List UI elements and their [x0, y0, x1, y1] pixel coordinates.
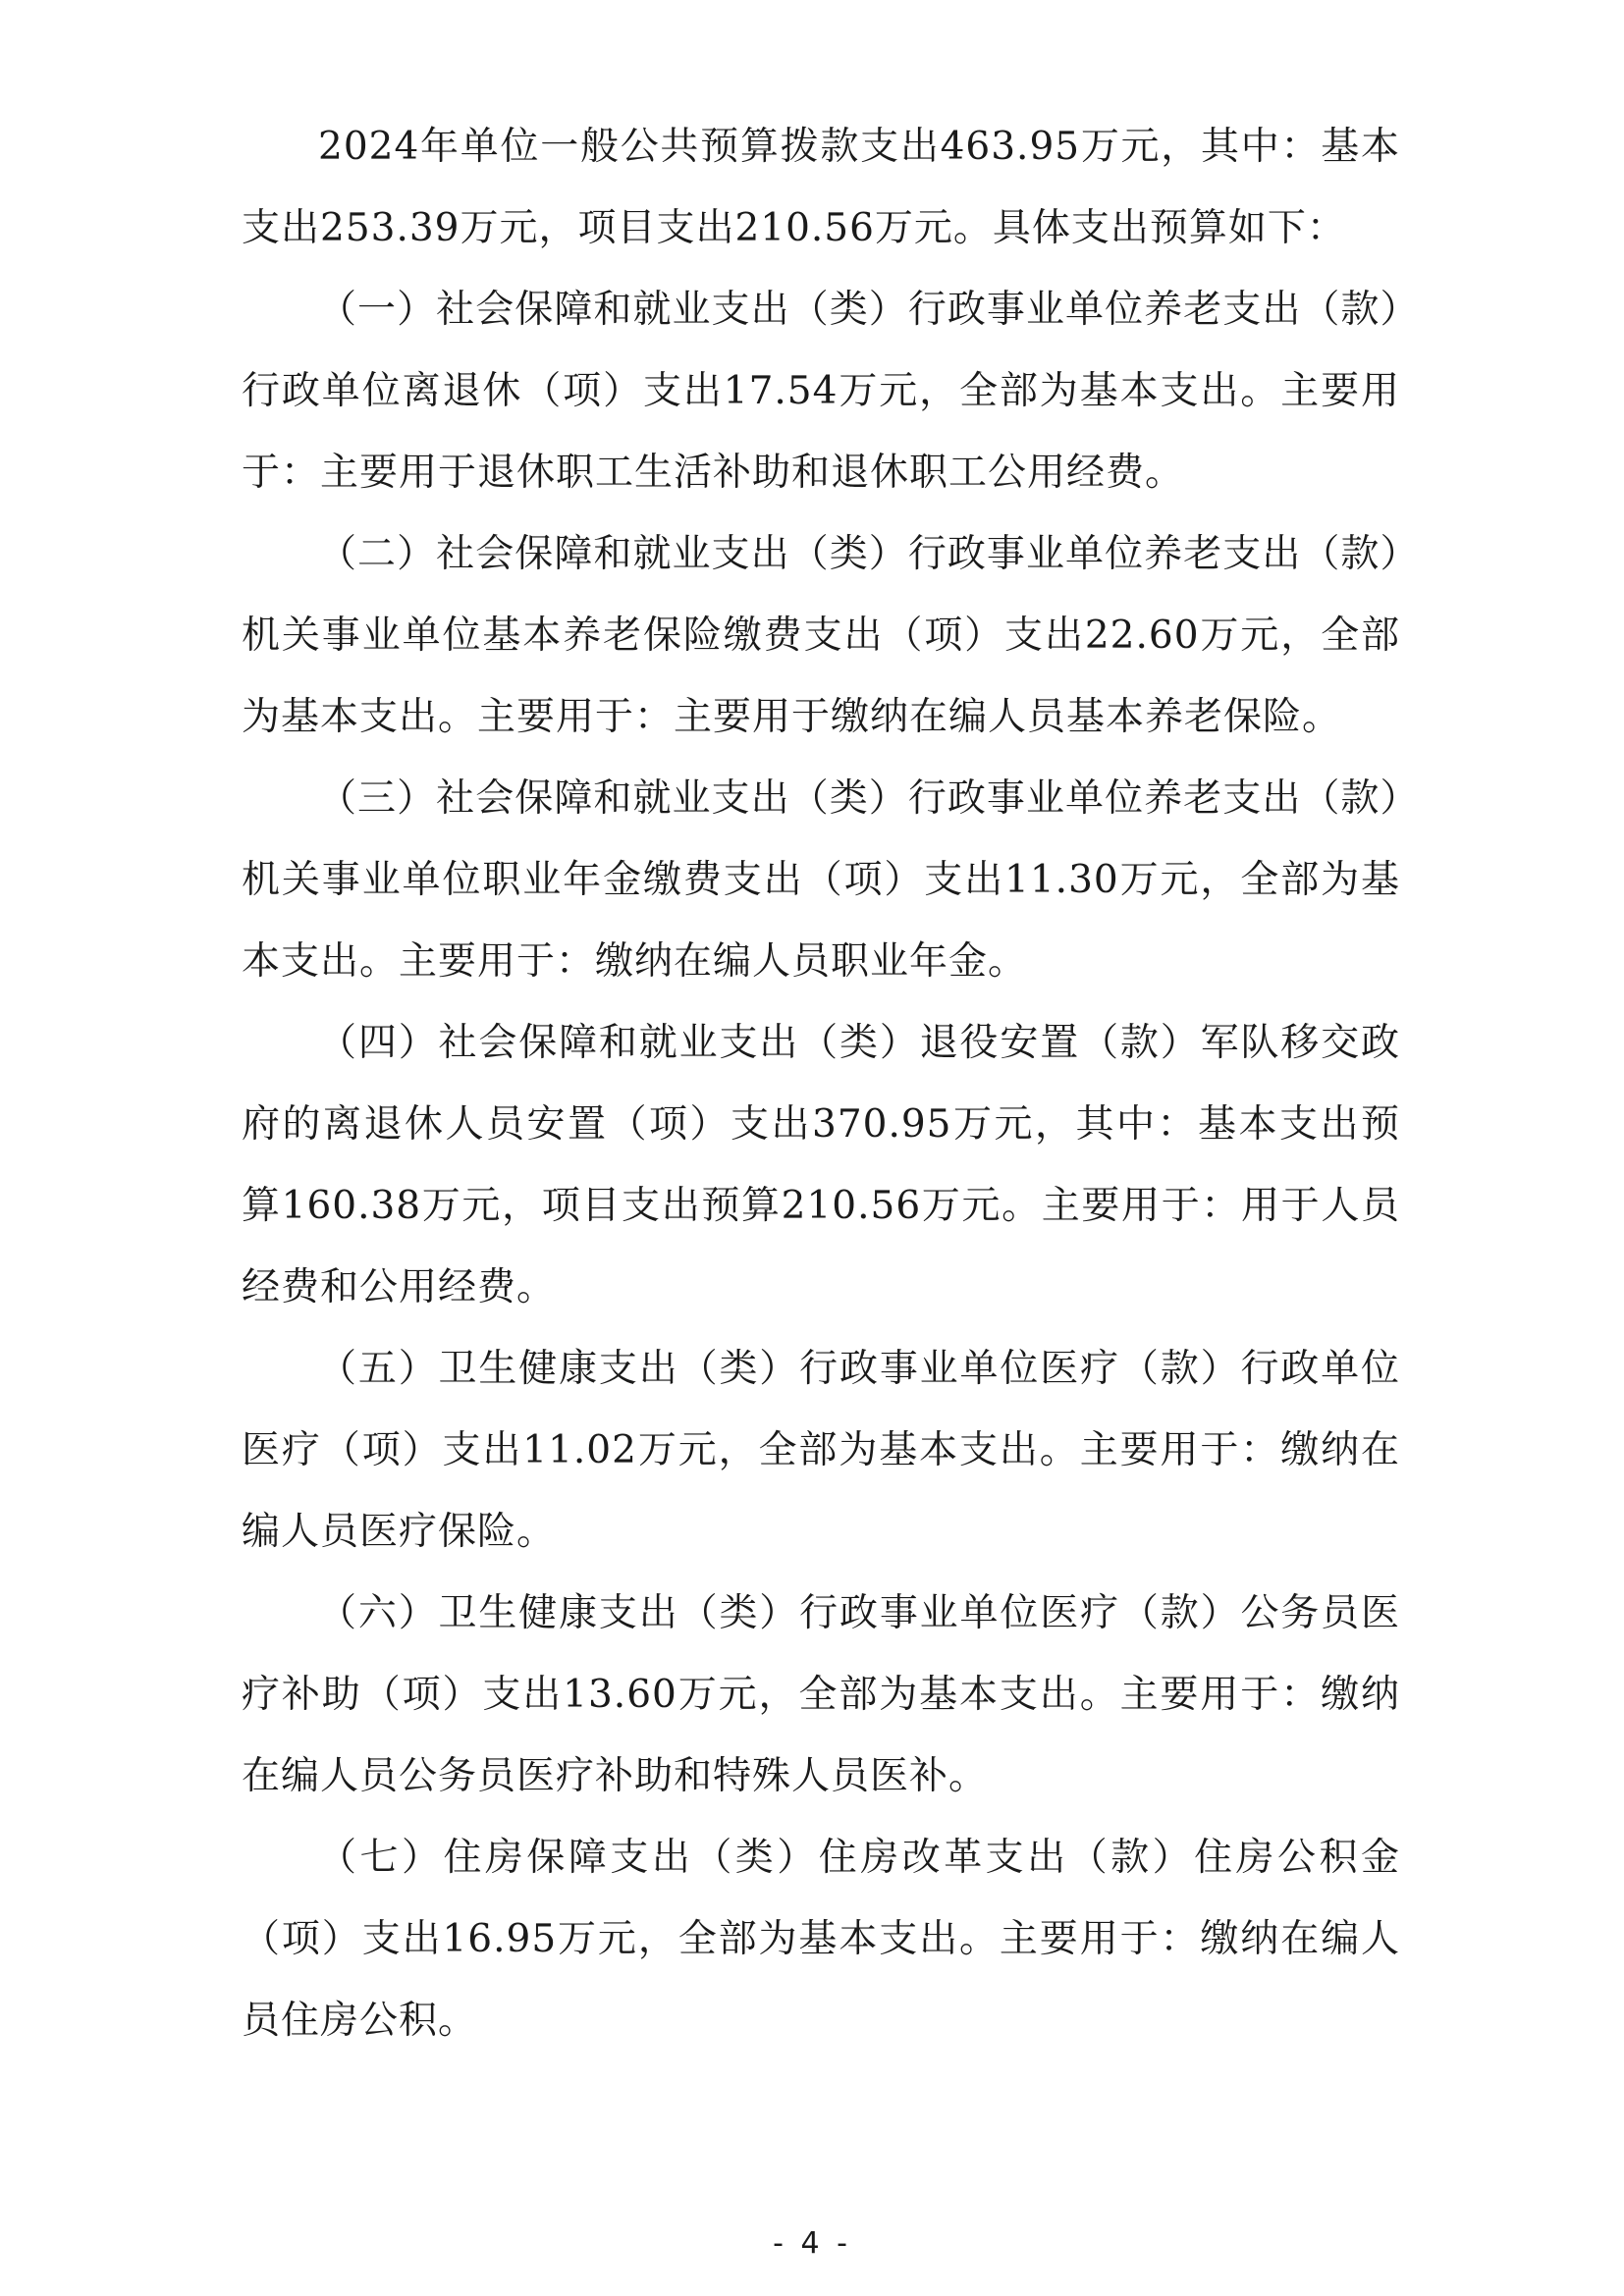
paragraph-item-7: （七）住房保障支出（类）住房改革支出（款）住房公积金（项）支出16.95万元，全部为基本支出。主要用于：缴纳在编人员住房公积。 — [242, 1836, 1400, 2043]
page-number: - 4 - — [773, 2226, 851, 2261]
paragraph-item-3: （三）社会保障和就业支出（类）行政事业单位养老支出（款）机关事业单位职业年金缴费支出（项）支出11.30万元，全部为基本支出。主要用于：缴纳在编人员职业年金。 — [242, 776, 1400, 984]
paragraph-item-2: （二）社会保障和就业支出（类）行政事业单位养老支出（款）机关事业单位基本养老保险缴费支出（项）支出22.60万元，全部为基本支出。主要用于：主要用于缴纳在编人员基本养老保险。 — [242, 532, 1400, 739]
paragraph-item-1: （一）社会保障和就业支出（类）行政事业单位养老支出（款）行政单位离退休（项）支出17.54万元，全部为基本支出。主要用于：主要用于退休职工生活补助和退休职工公用经费。 — [242, 288, 1400, 495]
document-body — [242, 106, 1400, 2061]
paragraph-item-6: （六）卫生健康支出（类）行政事业单位医疗（款）公务员医疗补助（项）支出13.60万元，全部为基本支出。主要用于：缴纳在编人员公务员医疗补助和特殊人员医补。 — [242, 1591, 1400, 1798]
paragraph-item-4: （四）社会保障和就业支出（类）退役安置（款）军队移交政府的离退休人员安置（项）支出370.95万元，其中：基本支出预算160.38万元，项目支出预算210.56万元。主要用于：用于人员经费和公用经费。 — [242, 1021, 1400, 1309]
paragraph-summary: 2024年单位一般公共预算拨款支出463.95万元，其中：基本支出253.39万元，项目支出210.56万元。具体支出预算如下： — [242, 125, 1400, 250]
paragraph-item-5: （五）卫生健康支出（类）行政事业单位医疗（款）行政单位医疗（项）支出11.02万元，全部为基本支出。主要用于：缴纳在编人员医疗保险。 — [242, 1347, 1400, 1554]
